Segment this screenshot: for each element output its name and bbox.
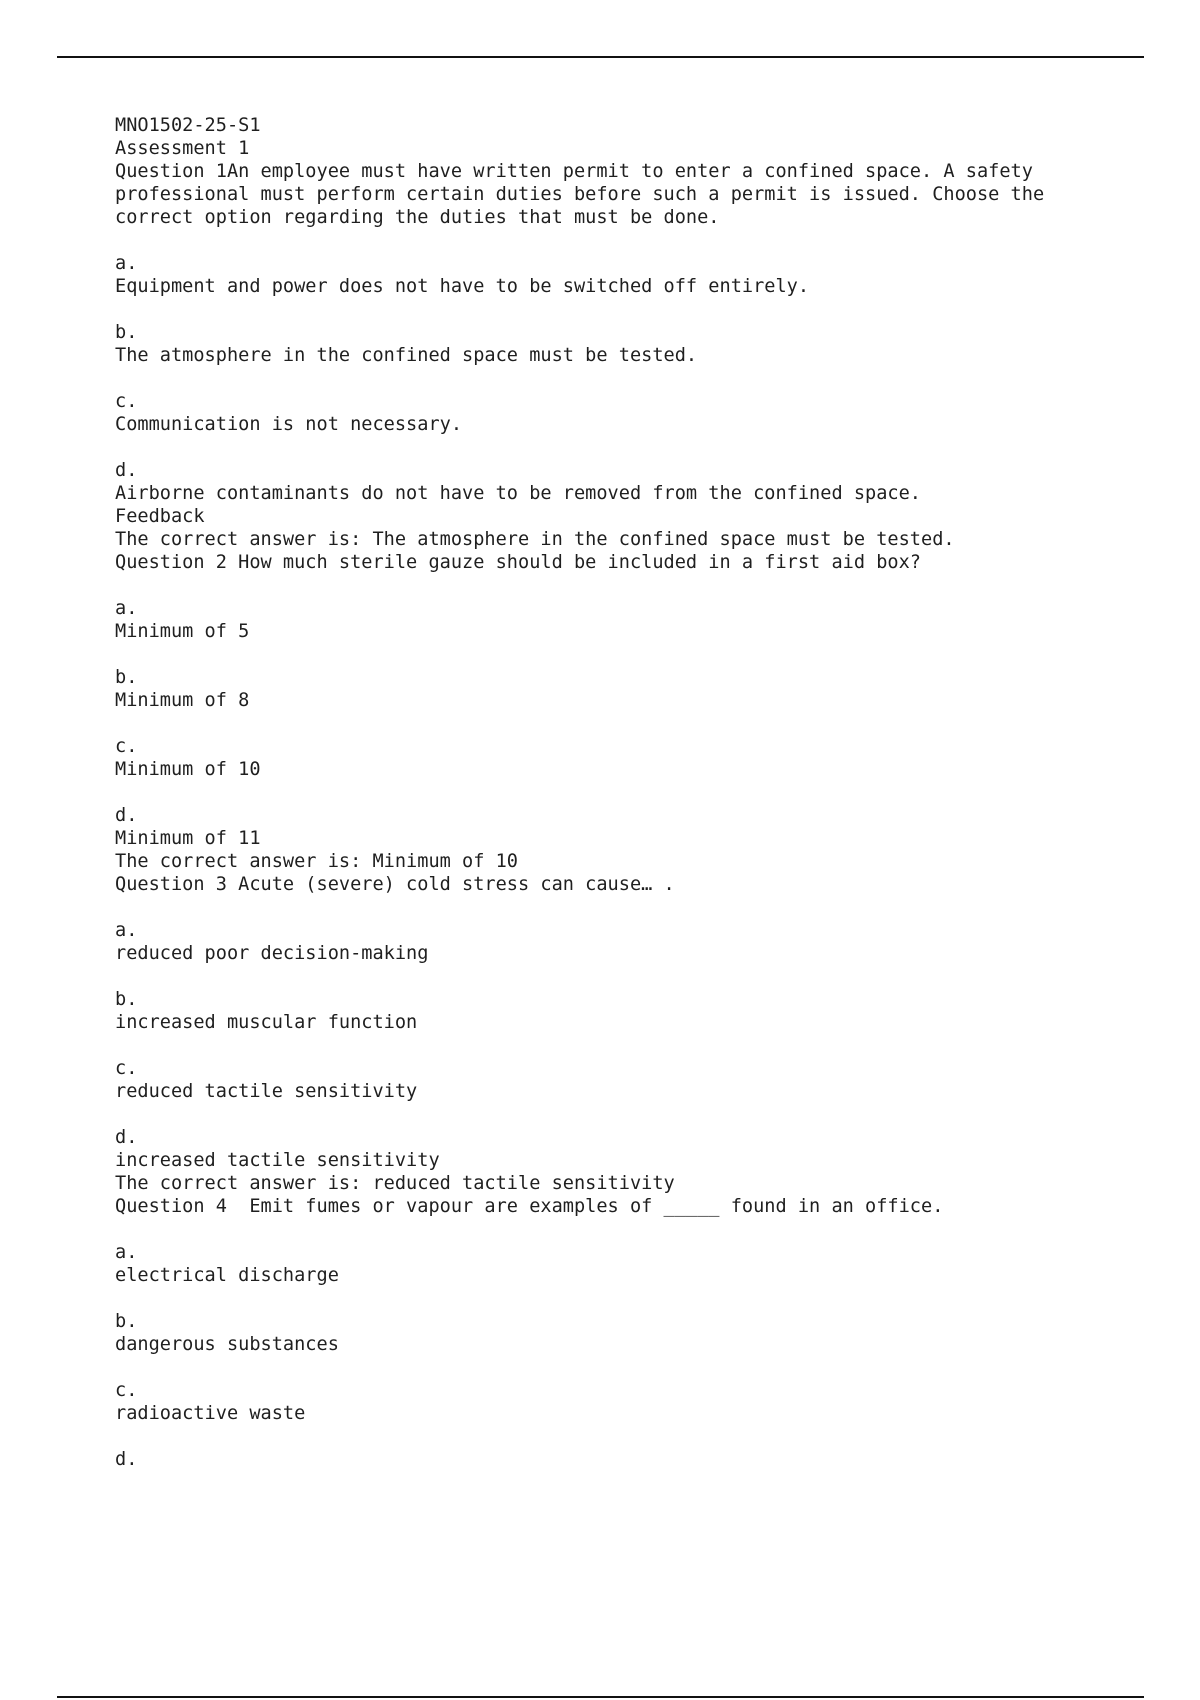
course-code: MNO1502-25-S1	[115, 115, 261, 136]
question-4	[115, 1195, 1125, 1494]
option-letter: a.	[115, 253, 138, 274]
option-text: electrical discharge	[115, 1265, 339, 1286]
option-letter: b.	[115, 322, 138, 343]
question-3	[115, 873, 1125, 1195]
option-letter: a.	[115, 920, 138, 941]
option-text: Equipment and power does not have to be switched off entirely.	[115, 276, 810, 297]
option-text: radioactive waste	[115, 1403, 306, 1424]
option-letter: b.	[115, 667, 138, 688]
option-a	[115, 252, 1125, 298]
option-letter: d.	[115, 1449, 138, 1470]
correct-answer: The correct answer is: Minimum of 10	[115, 851, 518, 872]
correct-answer: The correct answer is: The atmosphere in the confined space must be tested.	[115, 529, 955, 550]
option-text	[115, 1471, 1125, 1494]
option-c	[115, 1057, 1125, 1103]
question-text: Question 2 How much sterile gauze should be included in a first aid box?	[115, 552, 921, 573]
question-1	[115, 160, 1125, 551]
option-letter: b.	[115, 989, 138, 1010]
question-text: Question 1An employee must have written permit to enter a confined space. A safety professional must perform certain duties before such a permit is issued. Choose the correct option regarding the duties that must be done.	[115, 161, 1056, 228]
option-letter: a.	[115, 1242, 138, 1263]
option-b	[115, 1310, 1125, 1356]
option-letter: c.	[115, 736, 138, 757]
option-letter: c.	[115, 1058, 138, 1079]
option-d	[115, 1448, 1125, 1494]
option-letter: c.	[115, 391, 138, 412]
option-c	[115, 390, 1125, 436]
option-text: Minimum of 11	[115, 828, 261, 849]
option-letter: d.	[115, 460, 138, 481]
option-text: increased tactile sensitivity	[115, 1150, 440, 1171]
option-text: reduced poor decision-making	[115, 943, 429, 964]
option-a	[115, 597, 1125, 643]
option-text: Communication is not necessary.	[115, 414, 463, 435]
question-text: Question 3 Acute (severe) cold stress can cause… .	[115, 874, 675, 895]
option-d	[115, 459, 1125, 505]
option-c	[115, 1379, 1125, 1425]
option-b	[115, 988, 1125, 1034]
correct-answer: The correct answer is: reduced tactile sensitivity	[115, 1173, 675, 1194]
option-b	[115, 666, 1125, 712]
option-b	[115, 321, 1125, 367]
option-letter: d.	[115, 805, 138, 826]
option-d	[115, 804, 1125, 850]
option-a	[115, 1241, 1125, 1287]
option-text: Minimum of 10	[115, 759, 261, 780]
assessment-title: Assessment 1	[115, 138, 250, 159]
option-letter: b.	[115, 1311, 138, 1332]
option-letter: c.	[115, 1380, 138, 1401]
option-a	[115, 919, 1125, 965]
option-text: Airborne contaminants do not have to be removed from the confined space.	[115, 483, 921, 504]
option-text: Minimum of 8	[115, 690, 250, 711]
top-divider	[57, 56, 1144, 58]
option-text: increased muscular function	[115, 1012, 418, 1033]
option-text: dangerous substances	[115, 1334, 339, 1355]
option-text: The atmosphere in the confined space must be tested.	[115, 345, 698, 366]
option-text: Minimum of 5	[115, 621, 250, 642]
option-letter: a.	[115, 598, 138, 619]
option-c	[115, 735, 1125, 781]
option-letter: d.	[115, 1127, 138, 1148]
feedback-label: Feedback	[115, 506, 205, 527]
document-body	[115, 114, 1125, 1494]
question-2	[115, 551, 1125, 873]
option-d	[115, 1126, 1125, 1172]
option-text: reduced tactile sensitivity	[115, 1081, 418, 1102]
question-text: Question 4 Emit fumes or vapour are examples of _____ found in an office.	[115, 1196, 944, 1217]
bottom-divider	[57, 1696, 1144, 1698]
